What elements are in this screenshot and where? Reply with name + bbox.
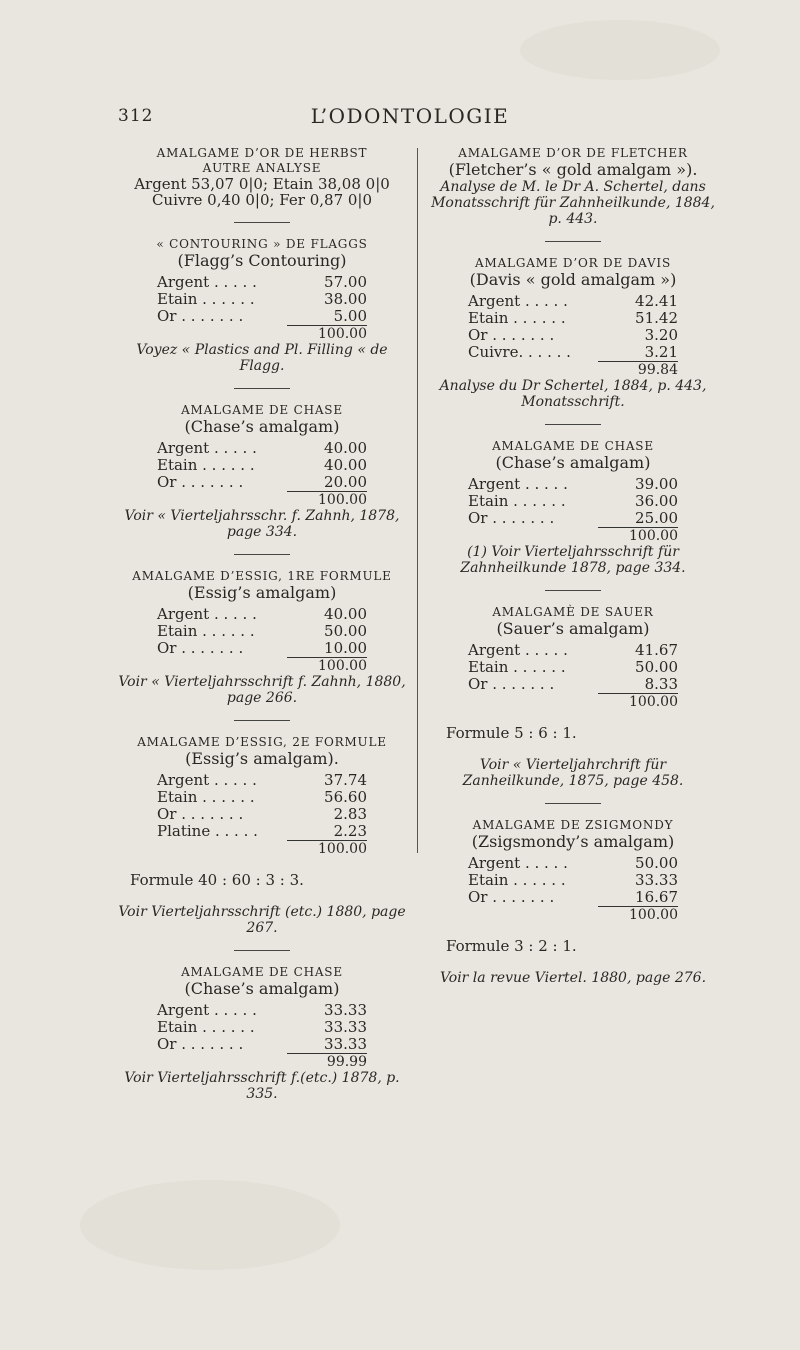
table-row [157,1002,367,1019]
composition-table [157,772,367,857]
table-row [468,510,678,527]
reference-note: Voir « Vierteljahrsschrift f. Zahnh, 1880, page 266. [118,674,406,706]
section-title: AMALGAME DE CHASE [181,403,343,417]
table-row [157,606,367,623]
column-divider [417,148,418,853]
table-total: 100.00 [318,326,367,342]
element-value: 39.00 [635,475,678,493]
table-row [468,493,678,510]
composition-table [157,440,367,508]
element-label: Argent . . . . . [468,475,568,493]
element-value: 51.42 [635,309,678,327]
element-value: 2.23 [333,822,367,840]
table-row [157,457,367,474]
element-label: Or . . . . . . . [468,675,555,693]
element-value: 40.00 [324,456,367,474]
element-value: 33.33 [635,871,678,889]
reference-note: Voir Vierteljahrsschrift f.(etc.) 1878, p. 335. [124,1070,400,1102]
table-row [468,293,678,310]
table-row [468,872,678,889]
reference-note: (1) Voir Vierteljahrsschrift für Zahnheilkunde 1878, page 334. [460,544,686,576]
table-row [157,806,367,823]
table-row [468,310,678,327]
reference-note: Analyse du Dr Schertel, 1884, p. 443, Monatsschrift. [439,378,707,410]
element-value: 38.00 [324,290,367,308]
element-label: Or . . . . . . . [468,326,555,344]
table-row [157,440,367,457]
element-value: 50.00 [635,658,678,676]
reference-note: Voir la revue Viertel. 1880, page 276. [439,970,707,986]
table-total: 100.00 [318,841,367,857]
element-label: Cuivre. . . . . . [468,343,571,361]
running-title: L’ODONTOLOGIE [310,104,510,128]
section-title: AMALGAME DE CHASE [181,965,343,979]
element-value: 37.74 [324,771,367,789]
element-label: Or . . . . . . . [157,805,244,823]
element-value: 5.00 [333,307,367,325]
reference-note: Voyez « Plastics and Pl. Filling « de Flagg. [136,342,388,374]
table-row [157,291,367,308]
element-label: Etain . . . . . . [157,456,255,474]
table-row [157,772,367,789]
section-title: AMALGAMÈ DE SAUER [492,605,654,619]
element-value: 3.20 [644,326,678,344]
section-chase-1 [112,403,412,540]
section-chase-3 [428,439,718,576]
table-row [468,327,678,344]
element-label: Argent . . . . . [157,439,257,457]
table-total: 100.00 [629,907,678,923]
composition-table [157,1002,367,1070]
element-value: 50.00 [635,854,678,872]
table-row [157,640,367,657]
element-value: 57.00 [324,273,367,291]
section-divider [234,950,290,951]
table-total: 99.99 [326,1054,367,1070]
element-label: Argent . . . . . [157,771,257,789]
composition-table [468,476,678,544]
reference-note: Analyse de M. le Dr A. Schertel, dans Monatsschrift für Zahnheilkunde, 1884, p. 443. [431,179,715,227]
right-column [428,146,718,986]
formula-line: Formule 5 : 6 : 1. [446,724,577,742]
element-value: 33.33 [324,1035,367,1053]
element-label: Argent . . . . . [157,273,257,291]
table-row [468,676,678,693]
analysis-line: Argent 53,07 0|0; Etain 38,08 0|0 [134,175,390,193]
element-value: 50.00 [324,622,367,640]
composition-table [468,642,678,710]
table-row [157,789,367,806]
element-value: 20.00 [324,473,367,491]
table-row [157,1019,367,1036]
element-label: Etain . . . . . . [157,290,255,308]
element-label: Etain . . . . . . [468,658,566,676]
element-value: 3.21 [644,343,678,361]
element-value: 10.00 [324,639,367,657]
section-fletcher [428,146,718,227]
analysis-line: Cuivre 0,40 0|0; Fer 0,87 0|0 [151,191,373,209]
element-value: 33.33 [324,1001,367,1019]
table-row [468,889,678,906]
element-value: 2.83 [333,805,367,823]
section-subtitle: (Fletcher’s « gold amalgam »). [448,160,698,179]
section-divider [545,803,601,804]
section-chase-2 [112,965,412,1102]
table-row [157,1036,367,1053]
element-value: 40.00 [324,605,367,623]
section-title: AMALGAME D’ESSIG, 1RE FORMULE [132,569,392,583]
element-label: Argent . . . . . [468,641,568,659]
section-divider [545,241,601,242]
element-value: 16.67 [635,888,678,906]
element-value: 36.00 [635,492,678,510]
table-row [157,274,367,291]
element-label: Or . . . . . . . [468,888,555,906]
composition-table [157,274,367,342]
section-title: AMALGAME D’OR DE DAVIS [475,256,671,270]
table-total: 100.00 [629,694,678,710]
section-divider [234,222,290,223]
section-title: AMALGAME DE ZSIGMONDY [472,818,674,832]
section-herbst [112,146,412,208]
table-row [157,823,367,840]
section-subtitle: (Chase’s amalgam) [495,453,651,472]
page-number: 312 [118,106,154,126]
element-label: Etain . . . . . . [157,788,255,806]
element-label: Etain . . . . . . [468,492,566,510]
section-subtitle: (Davis « gold amalgam ») [469,270,677,289]
section-essig-1 [112,569,412,706]
element-label: Etain . . . . . . [157,1018,255,1036]
section-title: AMALGAME D’OR DE HERBST [156,146,368,160]
section-essig-2 [112,735,412,936]
section-title: AMALGAME DE CHASE [492,439,654,453]
composition-table [468,855,678,923]
table-row [468,344,678,361]
table-total: 100.00 [318,658,367,674]
table-row [468,476,678,493]
table-row [468,659,678,676]
section-title: « CONTOURING » DE FLAGGS [156,237,368,251]
element-label: Or . . . . . . . [157,1035,244,1053]
composition-table [468,293,678,378]
element-value: 25.00 [635,509,678,527]
table-total: 100.00 [318,492,367,508]
table-total: 99.84 [637,362,678,378]
section-divider [234,720,290,721]
section-divider [234,554,290,555]
section-davis [428,256,718,410]
element-value: 33.33 [324,1018,367,1036]
table-row [157,308,367,325]
section-divider [234,388,290,389]
reference-note: Voir Vierteljahrsschrift (etc.) 1880, page 267. [118,904,406,936]
table-row [468,642,678,659]
formula-line: Formule 3 : 2 : 1. [446,937,577,955]
table-total: 100.00 [629,528,678,544]
section-subtitle: (Essig’s amalgam) [187,583,337,602]
section-subtitle: (Zsigsmondy’s amalgam) [471,832,675,851]
element-value: 40.00 [324,439,367,457]
element-label: Or . . . . . . . [157,307,244,325]
section-title: AMALGAME D’OR DE FLETCHER [458,146,688,160]
element-label: Or . . . . . . . [157,639,244,657]
element-label: Argent . . . . . [468,854,568,872]
table-row [468,855,678,872]
element-value: 41.67 [635,641,678,659]
section-subtitle: (Sauer’s amalgam) [496,619,650,638]
section-divider [545,590,601,591]
paper-stain [80,1180,340,1270]
section-subtitle: AUTRE ANALYSE [202,161,322,175]
section-subtitle: (Essig’s amalgam). [185,749,339,768]
element-value: 8.33 [644,675,678,693]
element-label: Or . . . . . . . [157,473,244,491]
left-column [112,146,412,1102]
composition-table [157,606,367,674]
element-label: Etain . . . . . . [468,309,566,327]
table-row [157,623,367,640]
table-row [157,474,367,491]
section-divider [545,424,601,425]
section-flagg [112,237,412,374]
element-value: 42.41 [635,292,678,310]
running-header [110,104,710,134]
element-label: Argent . . . . . [468,292,568,310]
section-subtitle: (Flagg’s Contouring) [177,251,347,270]
element-label: Etain . . . . . . [468,871,566,889]
section-zsigmondy [428,818,718,986]
element-label: Platine . . . . . [157,822,258,840]
paper-stain [520,20,720,80]
section-sauer [428,605,718,789]
element-label: Argent . . . . . [157,605,257,623]
element-label: Etain . . . . . . [157,622,255,640]
section-title: AMALGAME D’ESSIG, 2E FORMULE [137,735,387,749]
section-subtitle: (Chase’s amalgam) [184,979,340,998]
section-subtitle: (Chase’s amalgam) [184,417,340,436]
reference-note: Voir « Vierteljahrchrift für Zanheilkunde, 1875, page 458. [462,757,684,789]
formula-line: Formule 40 : 60 : 3 : 3. [130,871,304,889]
element-label: Or . . . . . . . [468,509,555,527]
element-label: Argent . . . . . [157,1001,257,1019]
element-value: 56.60 [324,788,367,806]
reference-note: Voir « Vierteljahrsschr. f. Zahnh, 1878, page 334. [124,508,400,540]
